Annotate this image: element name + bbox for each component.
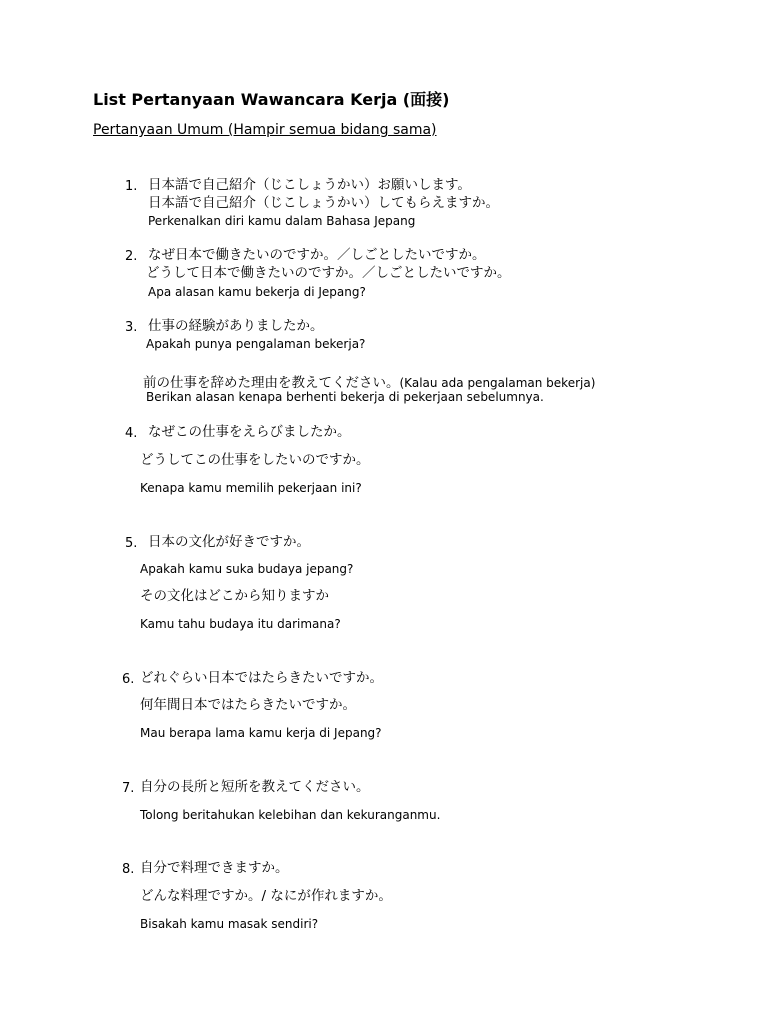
question-number: 1. — [125, 179, 138, 194]
question-translation: Bisakah kamu masak sendiri? — [140, 917, 319, 931]
question-jp-line: 自分の長所と短所を教えてください。 — [140, 779, 370, 795]
document-title: List Pertanyaan Wawancara Kerja (面接) — [93, 90, 450, 109]
question-number: 4. — [125, 426, 138, 441]
question-jp-line: 日本語で自己紹介（じこしょうかい）お願いします。 — [148, 177, 471, 193]
question-jp-line: その文化はどこから知りますか — [140, 588, 329, 604]
question-jp-line: 日本語で自己紹介（じこしょうかい）してもらえますか。 — [148, 195, 499, 211]
question-number: 5. — [125, 536, 138, 551]
question-jp-line: どんな料理ですか。/ なにが作れますか。 — [140, 888, 392, 904]
question-jp-line: 日本の文化が好きですか。 — [148, 534, 310, 550]
question-note: (Kalau ada pengalaman bekerja) — [399, 376, 596, 390]
question-number: 6. — [122, 672, 135, 687]
question-translation: Tolong beritahukan kelebihan dan kekuranganmu. — [140, 808, 441, 822]
question-translation: Apakah kamu suka budaya jepang? — [140, 562, 354, 576]
question-translation: Perkenalkan diri kamu dalam Bahasa Jepang — [148, 214, 416, 228]
question-jp-line: 仕事の経験がありましたか。 — [148, 318, 324, 334]
question-translation: Apakah punya pengalaman bekerja? — [146, 337, 366, 351]
question-translation: Mau berapa lama kamu kerja di Jepang? — [140, 726, 382, 740]
question-translation: Kenapa kamu memilih pekerjaan ini? — [140, 481, 362, 495]
question-translation: Berikan alasan kenapa berhenti bekerja di pekerjaan sebelumnya. — [146, 390, 544, 404]
question-number: 7. — [122, 781, 135, 796]
question-jp-line-with-note — [143, 372, 595, 391]
question-number: 8. — [122, 862, 135, 877]
question-jp-line: 自分で料理できますか。 — [140, 860, 289, 876]
question-jp-line: なぜ日本で働きたいのですか。／しごとしたいですか。 — [148, 247, 486, 263]
question-jp-line: どうして日本で働きたいのですか。／しごとしたいですか。 — [146, 265, 511, 281]
question-jp-line: なぜこの仕事をえらびましたか。 — [148, 424, 351, 440]
question-translation: Kamu tahu budaya itu darimana? — [140, 617, 341, 631]
question-translation: Apa alasan kamu bekerja di Jepang? — [148, 285, 366, 299]
question-jp-line: どうしてこの仕事をしたいのですか。 — [140, 452, 370, 468]
question-jp-line: どれぐらい日本ではたらきたいですか。 — [140, 670, 383, 686]
question-number: 3. — [125, 320, 138, 335]
question-jp-line: 前の仕事を辞めた理由を教えてください。 — [143, 375, 400, 391]
document-subtitle: Pertanyaan Umum (Hampir semua bidang sama) — [93, 122, 437, 138]
question-jp-line: 何年間日本ではたらきたいですか。 — [140, 697, 356, 713]
question-number: 2. — [125, 249, 138, 264]
